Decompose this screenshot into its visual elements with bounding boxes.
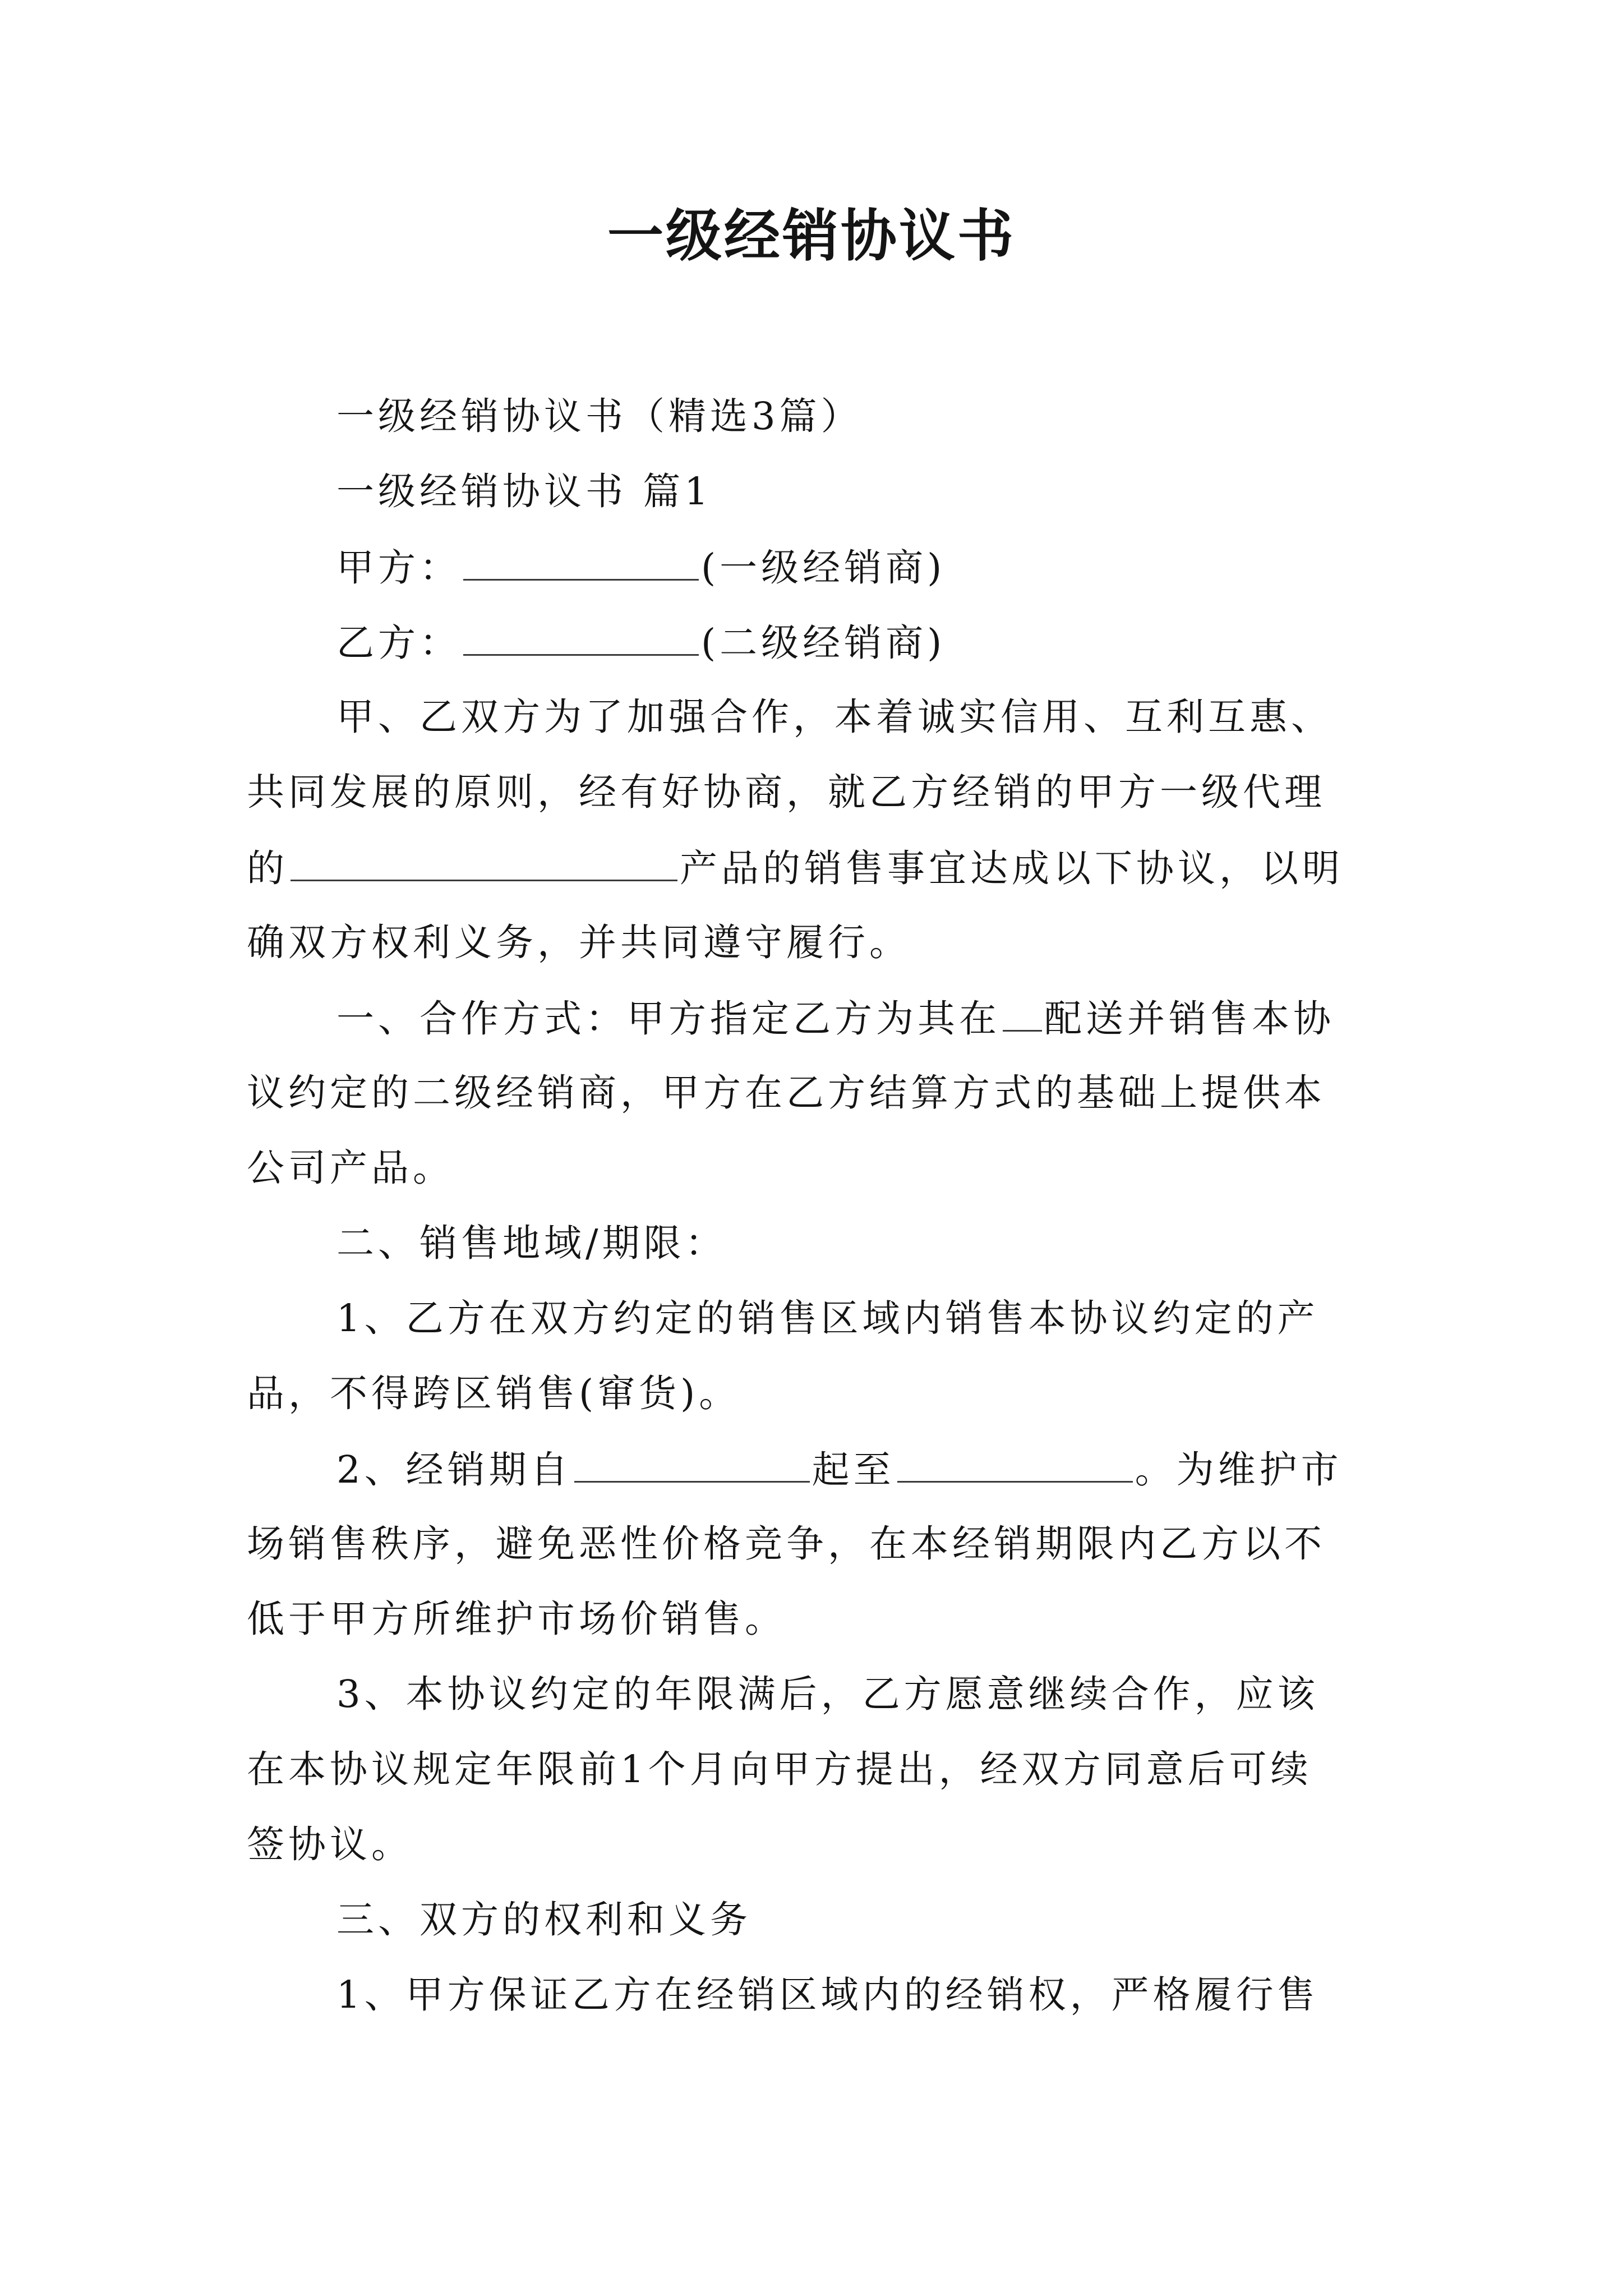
clause1-line-1: [336, 990, 1391, 1047]
clause2-heading: 二、销售地域/期限：: [336, 1221, 727, 1265]
clause2-2-line-1: [336, 1441, 1391, 1498]
party-b-role: (二级经销商): [701, 621, 946, 665]
intro-line-3: [247, 839, 1391, 896]
party-b-line: [336, 614, 1391, 671]
intro-line-4: 确双方权利义务，并共同遵守履行。: [247, 921, 911, 964]
clause1-line-1-post: 配送并销售本协: [1044, 997, 1335, 1041]
clause1-line-3: 公司产品。: [247, 1146, 454, 1190]
section-heading: 一级经销协议书 篇1: [336, 470, 712, 513]
clause2-1-line-2: 品，不得跨区销售(窜货)。: [247, 1372, 741, 1415]
clause2-3-line-3: 签协议。: [247, 1823, 413, 1866]
subtitle: 一级经销协议书（精选3篇）: [336, 394, 863, 438]
party-a-blank: [463, 539, 699, 581]
clause2-2-line-3: 低于甲方所维护市场价销售。: [247, 1597, 786, 1641]
end-date-blank: [897, 1441, 1133, 1483]
intro-line-3-pre: 的: [247, 846, 288, 890]
region-blank: [1003, 990, 1042, 1032]
party-b-label: 乙方：: [336, 621, 461, 665]
clause2-3-line-2: 在本协议规定年限前1个月向甲方提出，经双方同意后可续: [247, 1747, 1312, 1791]
intro-line-2: 共同发展的原则，经有好协商，就乙方经销的甲方一级代理: [247, 770, 1326, 814]
clause2-2-line-1-b: 起至: [811, 1448, 895, 1492]
clause2-1-line-1: 1、乙方在双方约定的销售区域内销售本协议约定的产: [336, 1296, 1319, 1340]
clause2-3-line-1: 3、本协议约定的年限满后，乙方愿意继续合作，应该: [336, 1672, 1319, 1716]
clause2-2-line-1-a: 2、经销期自: [336, 1448, 572, 1492]
intro-line-1: 甲、乙双方为了加强合作，本着诚实信用、互利互惠、: [336, 695, 1332, 739]
intro-line-3-post: 产品的销售事宜达成以下协议，以明: [680, 846, 1344, 890]
clause3-heading: 三、双方的权利和义务: [336, 1898, 751, 1941]
clause1-line-2: 议约定的二级经销商，甲方在乙方结算方式的基础上提供本: [247, 1071, 1326, 1115]
product-blank: [291, 839, 677, 881]
clause2-2-line-2: 场销售秩序，避免恶性价格竞争，在本经销期限内乙方以不: [247, 1522, 1326, 1566]
party-b-blank: [463, 614, 699, 656]
document-title: 一级经销协议书: [607, 203, 1016, 269]
clause2-2-line-1-c: 。为维护市: [1135, 1448, 1343, 1492]
party-a-role: (一级经销商): [701, 546, 946, 590]
start-date-blank: [574, 1441, 810, 1483]
clause3-1-line-1: 1、甲方保证乙方在经销区域内的经销权，严格履行售: [336, 1973, 1319, 2017]
clause1-line-1-pre: 一、合作方式：甲方指定乙方为其在: [336, 997, 1000, 1041]
party-a-line: [336, 539, 1391, 596]
party-a-label: 甲方：: [336, 546, 461, 590]
